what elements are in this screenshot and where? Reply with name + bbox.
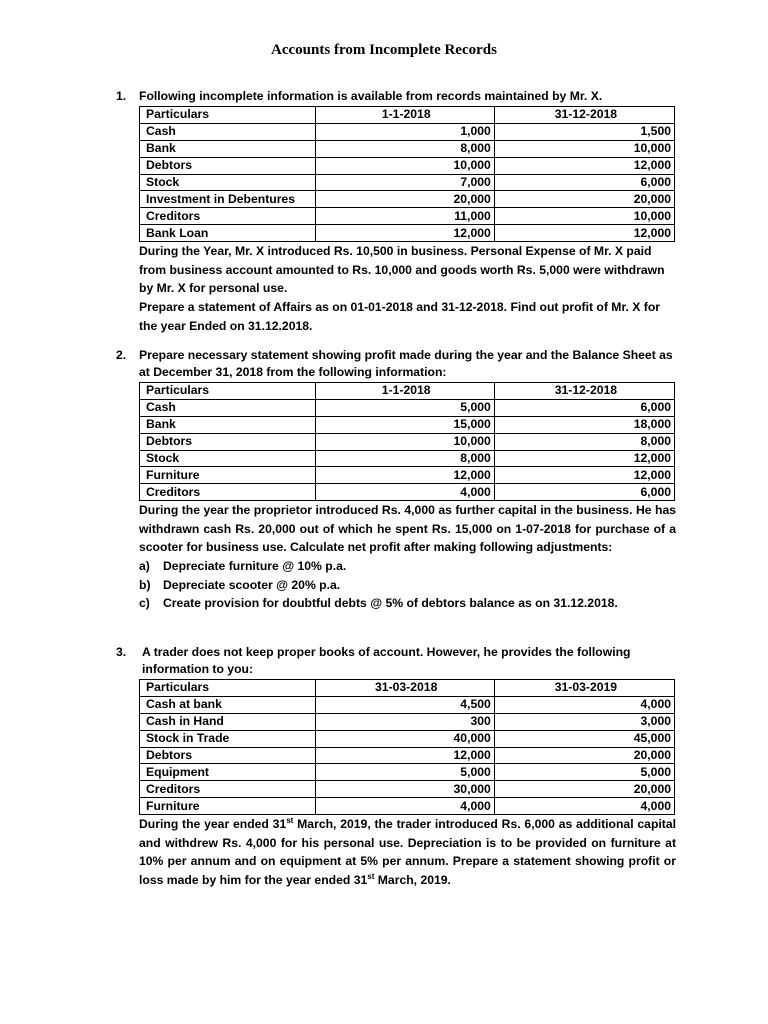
cell-value: 10,000 (494, 140, 674, 157)
cell-value: 12,000 (315, 747, 494, 764)
cell-value: 12,000 (494, 157, 674, 174)
cell-value: 45,000 (494, 730, 674, 747)
row-label: Stock (140, 174, 316, 191)
table-row (140, 781, 675, 798)
cell-value: 5,000 (315, 764, 494, 781)
column-header: 31-12-2018 (494, 383, 674, 400)
cell-value: 10,000 (315, 157, 494, 174)
row-label: Furniture (140, 798, 316, 815)
table-row (140, 713, 675, 730)
row-label: Debtors (140, 747, 316, 764)
question-number: 3. (116, 645, 127, 659)
column-header: 1-1-2018 (315, 383, 494, 400)
paragraph: Prepare a statement of Affairs as on 01-01-2018 and 31-12-2018. Find out profit of Mr. X for the year Ended on 31.12.2018. (139, 299, 661, 333)
table-row (140, 484, 675, 501)
cell-value: 5,000 (494, 764, 674, 781)
text-run: March, 2019. (374, 872, 451, 887)
cell-value: 12,000 (494, 467, 674, 484)
table-row (140, 140, 675, 157)
cell-value: 4,000 (315, 798, 494, 815)
cell-value: 20,000 (315, 191, 494, 208)
data-table (139, 679, 675, 815)
cell-value: 6,000 (494, 399, 674, 416)
row-label: Cash in Hand (140, 713, 316, 730)
table-row (140, 696, 675, 713)
cell-value: 18,000 (494, 416, 674, 433)
question-1 (116, 88, 676, 335)
cell-value: 20,000 (494, 781, 674, 798)
cell-value: 10,000 (315, 433, 494, 450)
table-row (140, 123, 675, 140)
list-item (139, 557, 676, 576)
row-label: Creditors (140, 484, 316, 501)
cell-value: 3,000 (494, 713, 674, 730)
table-row (140, 191, 675, 208)
table-row (140, 450, 675, 467)
question-number: 2. (116, 348, 127, 362)
adjustment-list (139, 557, 676, 613)
cell-value: 7,000 (315, 174, 494, 191)
cell-value: 8,000 (315, 450, 494, 467)
question-text (139, 501, 676, 557)
list-item (139, 594, 676, 613)
column-header: 31-12-2018 (494, 107, 674, 124)
cell-value: 5,000 (315, 399, 494, 416)
item-text: Depreciate furniture @ 10% p.a. (163, 559, 347, 574)
row-label: Bank (140, 140, 316, 157)
data-table (139, 106, 675, 242)
item-text: Create provision for doubtful debts @ 5% of debtors balance as on 31.12.2018. (163, 596, 618, 611)
paragraph (139, 815, 676, 889)
question-heading: Prepare necessary statement showing profit made during the year and the Balance Sheet as at December 31, 2018 from the following information: (139, 348, 673, 379)
cell-value: 12,000 (494, 225, 674, 242)
table-header-row (140, 383, 675, 400)
table-row (140, 399, 675, 416)
column-header: 1-1-2018 (315, 107, 494, 124)
cell-value: 4,000 (494, 798, 674, 815)
cell-value: 40,000 (315, 730, 494, 747)
item-label: b) (139, 577, 151, 592)
paragraph: During the year the proprietor introduced Rs. 4,000 as further capital in the business. He has withdrawn cash Rs. 20,000 out of which he spent Rs. 15,000 on 1-07-2018 for purchase of a scooter for business use. Calculate net profit after making following adjustments: (139, 503, 676, 555)
cell-value: 12,000 (315, 467, 494, 484)
question-text (139, 815, 676, 889)
table-row (140, 433, 675, 450)
table-row (140, 208, 675, 225)
column-header: 31-03-2018 (315, 680, 494, 697)
cell-value: 11,000 (315, 208, 494, 225)
cell-value: 1,500 (494, 123, 674, 140)
question-heading: Following incomplete information is available from records maintained by Mr. X. (139, 89, 603, 103)
row-label: Creditors (140, 781, 316, 798)
cell-value: 6,000 (494, 484, 674, 501)
list-item (139, 576, 676, 595)
table-row (140, 174, 675, 191)
question-text (139, 242, 676, 335)
row-label: Debtors (140, 157, 316, 174)
cell-value: 12,000 (315, 225, 494, 242)
superscript: st (286, 816, 294, 826)
cell-value: 6,000 (494, 174, 674, 191)
cell-value: 8,000 (315, 140, 494, 157)
row-label: Stock (140, 450, 316, 467)
question-heading: A trader does not keep proper books of account. However, he provides the following information to you: (142, 645, 631, 676)
page-title: Accounts from Incomplete Records (271, 42, 497, 58)
cell-value: 12,000 (494, 450, 674, 467)
cell-value: 10,000 (494, 208, 674, 225)
row-label: Bank (140, 416, 316, 433)
table-row (140, 764, 675, 781)
row-label: Cash at bank (140, 696, 316, 713)
cell-value: 30,000 (315, 781, 494, 798)
item-label: a) (139, 559, 150, 574)
table-header-row (140, 680, 675, 697)
cell-value: 20,000 (494, 191, 674, 208)
column-header: Particulars (140, 383, 316, 400)
cell-value: 1,000 (315, 123, 494, 140)
text-run: During the year ended 31 (139, 817, 287, 832)
row-label: Equipment (140, 764, 316, 781)
cell-value: 300 (315, 713, 494, 730)
cell-value: 4,500 (315, 696, 494, 713)
question-3 (116, 644, 676, 890)
cell-value: 4,000 (315, 484, 494, 501)
paragraph: During the Year, Mr. X introduced Rs. 10,500 in business. Personal Expense of Mr. X paid from business account amounted to Rs. 10,000 and goods worth Rs. 5,000 were withdrawn by Mr. X for personal use. (139, 244, 665, 296)
row-label: Debtors (140, 433, 316, 450)
text-run: March, 2019, the trader introduced Rs. 6,000 as additional capital and withdrew Rs. 4,000 for his personal use. Depreciation is to be provided on furniture at 10% per annum and on equipment at 5% per annum. Prepare a statement showing profit or loss made by him for the year ended 31 (139, 817, 676, 887)
cell-value: 4,000 (494, 696, 674, 713)
table-row (140, 798, 675, 815)
row-label: Creditors (140, 208, 316, 225)
row-label: Furniture (140, 467, 316, 484)
table-row (140, 747, 675, 764)
table-row (140, 730, 675, 747)
row-label: Cash (140, 399, 316, 416)
cell-value: 8,000 (494, 433, 674, 450)
row-label: Bank Loan (140, 225, 316, 242)
table-row (140, 467, 675, 484)
row-label: Stock in Trade (140, 730, 316, 747)
cell-value: 20,000 (494, 747, 674, 764)
item-label: c) (139, 596, 150, 611)
column-header: 31-03-2019 (494, 680, 674, 697)
table-row (140, 416, 675, 433)
cell-value: 15,000 (315, 416, 494, 433)
column-header: Particulars (140, 680, 316, 697)
data-table (139, 382, 675, 501)
table-row (140, 225, 675, 242)
column-header: Particulars (140, 107, 316, 124)
table-header-row (140, 107, 675, 124)
item-text: Depreciate scooter @ 20% p.a. (163, 577, 341, 592)
row-label: Investment in Debentures (140, 191, 316, 208)
superscript: st (367, 871, 375, 881)
question-2 (116, 347, 676, 613)
table-row (140, 157, 675, 174)
question-number: 1. (116, 89, 127, 103)
row-label: Cash (140, 123, 316, 140)
